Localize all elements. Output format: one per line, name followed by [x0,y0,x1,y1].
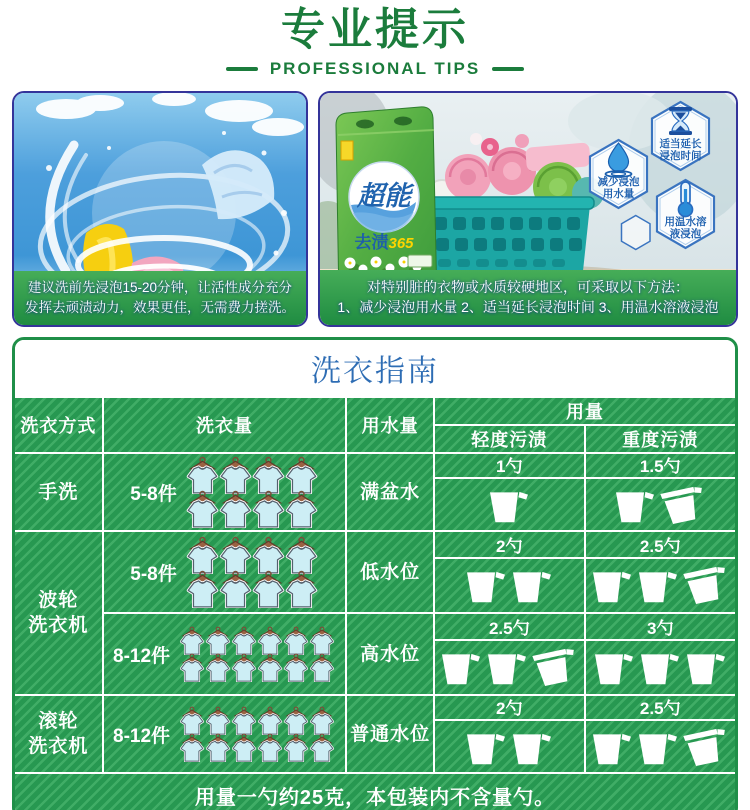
dose-label: 1勺 [435,454,583,479]
series-name: 去渍365 [354,233,414,253]
laundry-basket [422,197,594,271]
shirt-icon [179,626,205,655]
shirt-icon [231,653,257,682]
col-header-dose: 用量 [434,398,735,425]
dose-label: 1.5勺 [586,454,736,479]
scoop-icon [591,728,633,766]
page-subtitle-text: PROFESSIONAL TIPS [269,59,481,79]
shirt-icon [205,706,231,735]
soak-tip-card [12,91,308,327]
scoop-icon [511,566,553,604]
shirt-icon [219,456,252,494]
shirt-icon [257,653,283,682]
dose-label: 2勺 [435,696,583,721]
dose-label: 2勺 [435,534,583,559]
shirt-icon [283,706,309,735]
shirt-icon [219,536,252,574]
shirt-icon [309,653,335,682]
col-header-method: 洗衣方式 [15,398,103,453]
shirt-icon [283,653,309,682]
dose-icons [586,641,736,692]
shirt-pile [185,538,319,606]
dose-icons [586,559,736,610]
shirt-icon [231,706,257,735]
left-dash [226,67,258,71]
scoop-icon [593,648,635,686]
col-header-load: 洗衣量 [103,398,346,453]
scoop-icon [465,728,507,766]
dose-icons [435,641,583,692]
load-cell [103,613,346,695]
method-cell: 手洗 [15,453,103,531]
small-hexagon [622,216,651,250]
shirt-icon [219,490,252,528]
col-header-dose-light: 轻度污渍 [434,425,584,453]
scoop-icon [486,648,528,686]
shirt-icon [179,653,205,682]
col-header-dose-heavy: 重度污渍 [585,425,736,453]
shirt-icon [252,536,285,574]
shirt-icon [285,456,318,494]
dose-icons [435,479,583,530]
page-subtitle [0,59,750,79]
header [0,0,750,79]
shirt-icon [285,570,318,608]
shirt-icon [283,733,309,762]
half-scoop-icon [683,564,730,605]
scoop-icon [488,486,530,524]
dose-label: 2.5勺 [586,696,736,721]
load-label: 8-12件 [113,725,171,747]
shirt-icon [252,456,285,494]
water-level-cell: 满盆水 [346,453,434,531]
tip-caption [320,270,736,326]
shirt-icon [309,626,335,655]
guide-row [15,695,735,773]
thermometer-icon [679,182,693,217]
dose-cell [585,613,736,695]
method-cell: 滚轮 洗衣机 [15,695,103,773]
shirt-icon [257,733,283,762]
guide-footer-row [15,773,735,810]
dose-cell [434,531,584,613]
shirt-icon [252,490,285,528]
scoop-icon [637,728,679,766]
guide-title: 洗衣指南 [15,340,735,398]
svg-text:减少浸泡用水量: 减少浸泡用水量 [597,176,640,201]
shirt-pile [178,627,336,681]
shirt-icon [285,536,318,574]
washing-guide-table [15,398,735,810]
dose-cell [434,695,584,773]
stubborn-stain-tip-card [318,91,738,327]
scoop-icon [614,486,656,524]
caption-line-2: 1、减少浸泡用水量 2、适当延长浸泡时间 3、用温水溶液浸泡 [337,299,719,316]
scoop-icon [511,728,553,766]
guide-row [15,613,735,695]
dose-label: 2.5勺 [586,534,736,559]
caption-line-1: 建议洗前先浸泡15-20分钟，让活性成分充分 [27,280,293,296]
shirt-icon [231,733,257,762]
scoop-icon [637,566,679,604]
shirt-icon [186,456,219,494]
shirt-icon [257,706,283,735]
shirt-icon [283,626,309,655]
scoop-icon [685,648,727,686]
guide-row [15,531,735,613]
caption-line-1: 对特别脏的衣物或水质较硬地区，可采取以下方法： [367,278,689,295]
dose-icons [586,479,736,530]
shirt-icon [252,570,285,608]
shirt-icon [219,570,252,608]
shirt-icon [309,706,335,735]
shirt-icon [231,626,257,655]
dose-cell [434,613,584,695]
dose-cell [585,531,736,613]
dose-cell [585,695,736,773]
dosage-note: 用量一勺约25克，本包装内不含量勺。 [15,773,735,810]
dose-icons [586,721,736,772]
shirt-icon [186,490,219,528]
dose-icons [435,559,583,610]
water-level-cell: 普通水位 [346,695,434,773]
shirt-icon [309,733,335,762]
half-scoop-icon [683,726,730,767]
shirt-pile [185,458,319,526]
brand-name: 超能 [357,181,411,212]
shirt-icon [257,626,283,655]
package-tag [341,141,353,160]
caption-line-2: 发挥去顽渍动力，效果更佳，无需费力搓洗。 [25,299,295,315]
shirt-icon [186,536,219,574]
load-label: 5-8件 [130,563,177,585]
dose-label: 2.5勺 [435,616,583,641]
method-cell: 波轮 洗衣机 [15,531,103,695]
right-dash [492,67,524,71]
load-cell [103,695,346,773]
scoop-icon [440,648,482,686]
shirt-pile [178,707,336,761]
tip-caption [14,271,306,325]
svg-text:用温水溶液浸泡: 用温水溶液浸泡 [664,216,707,241]
scoop-icon [591,566,633,604]
water-level-cell: 低水位 [346,531,434,613]
half-scoop-icon [532,646,579,687]
shirt-icon [285,490,318,528]
load-label: 8-12件 [113,645,171,667]
dose-label: 3勺 [586,616,736,641]
washing-guide [12,337,738,810]
scoop-icon [639,648,681,686]
guide-row [15,453,735,531]
load-cell [103,531,346,613]
shirt-icon [179,706,205,735]
dose-icons [435,721,583,772]
page-title: 专业提示 [281,5,469,54]
load-cell [103,453,346,531]
shirt-icon [205,653,231,682]
shirt-icon [205,626,231,655]
tips-row [0,91,750,327]
dose-cell [585,453,736,531]
load-label: 5-8件 [130,483,177,505]
shirt-icon [205,733,231,762]
water-level-cell: 高水位 [346,613,434,695]
svg-text:适当延长浸泡时间: 适当延长浸泡时间 [659,138,702,163]
shirt-icon [186,570,219,608]
scoop-icon [465,566,507,604]
package-corner-label [408,255,432,267]
shirt-icon [179,733,205,762]
dose-cell [434,453,584,531]
half-scoop-icon [660,484,707,525]
col-header-water: 用水量 [346,398,434,453]
